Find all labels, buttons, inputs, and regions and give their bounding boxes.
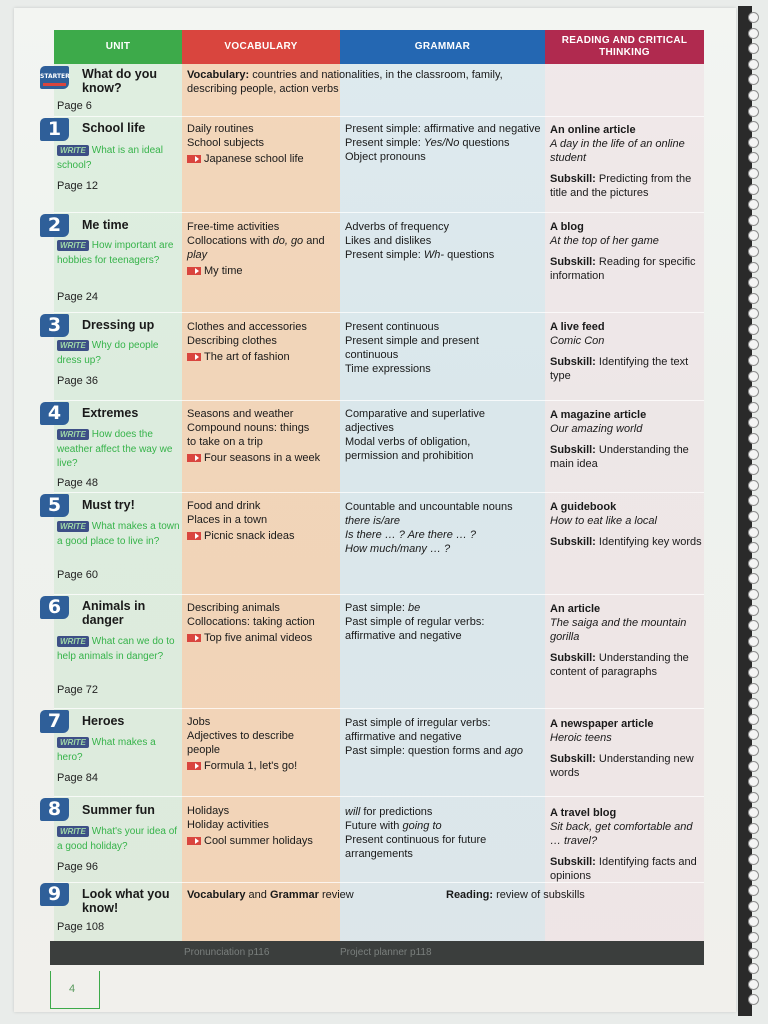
- reading-subtitle: Our amazing world: [550, 423, 643, 435]
- reading-subskill: [550, 651, 704, 679]
- unit-reading: [550, 220, 704, 283]
- review-reading-label: Reading:: [446, 889, 494, 901]
- unit-title: Me time: [82, 218, 129, 232]
- video-title: Picnic snack ideas: [204, 530, 295, 542]
- unit-number-badge: 9: [40, 883, 69, 906]
- starter-vocab-label: Vocabulary:: [187, 69, 250, 81]
- binding-ring: [748, 823, 759, 834]
- binding-ring: [748, 199, 759, 210]
- unit-write-prompt: [57, 428, 182, 472]
- review-reading: [446, 888, 696, 902]
- binding-ring: [748, 636, 759, 647]
- binding-ring: [748, 28, 759, 39]
- vocab-text: and: [306, 235, 325, 247]
- unit-number-badge: 3: [40, 314, 69, 337]
- unit-page: Page 72: [57, 684, 98, 696]
- starter-row: [40, 64, 704, 116]
- unit-number-badge: 8: [40, 798, 69, 821]
- vocab-item: Seasons and weather: [187, 408, 294, 420]
- unit-write-prompt: [57, 339, 182, 368]
- unit-grammar: [345, 122, 545, 164]
- unit-vocabulary: [187, 407, 342, 465]
- binding-ring: [748, 74, 759, 85]
- subskill-label: Subskill:: [550, 173, 596, 185]
- reading-title: A guidebook: [550, 501, 617, 513]
- binding-ring: [748, 932, 759, 943]
- binding-ring: [748, 620, 759, 631]
- vocab-italic: play: [187, 249, 208, 261]
- subskill-label: Subskill:: [550, 536, 596, 548]
- subskill-label: Subskill:: [550, 753, 596, 765]
- binding-ring: [748, 495, 759, 506]
- reading-subtitle: Comic Con: [550, 335, 605, 347]
- unit-title: Summer fun: [82, 803, 155, 817]
- review-vocab-label: Vocabulary: [187, 889, 246, 901]
- vocab-item: Holidays: [187, 805, 230, 817]
- subskill-text: Reading for specific information: [550, 256, 696, 282]
- unit-vocabulary: [187, 715, 342, 773]
- binding-ring: [748, 90, 759, 101]
- write-text: What is an ideal school?: [57, 145, 163, 171]
- grammar-item: Modal verbs of obligation, permission and prohibition: [345, 436, 474, 462]
- subskill-text: Predicting from the title and the pictures: [550, 173, 692, 199]
- video-icon: [187, 634, 201, 642]
- unit-title: Extremes: [82, 406, 139, 420]
- vocab-item: Adjectives to describe people: [187, 730, 294, 756]
- binding-ring: [748, 838, 759, 849]
- grammar-item: [345, 744, 545, 758]
- binding-ring: [748, 59, 759, 70]
- unit-page: Page 36: [57, 375, 98, 387]
- vocab-text: Collocations with: [187, 235, 273, 247]
- video-title: My time: [204, 265, 243, 277]
- video-icon: [187, 837, 201, 845]
- write-text: How important are hobbies for teenagers?: [57, 240, 174, 266]
- write-text: How does the weather affect the way we live?: [57, 429, 173, 469]
- review-row: [40, 882, 704, 940]
- grammar-item: How much/many … ?: [345, 543, 451, 555]
- binding-ring: [748, 106, 759, 117]
- binding-ring: [748, 511, 759, 522]
- write-icon: WRITE: [57, 429, 89, 440]
- subskill-text: Identifying facts and opinions: [550, 856, 697, 882]
- unit-number-badge: 7: [40, 710, 69, 733]
- write-icon: WRITE: [57, 737, 89, 748]
- subskill-text: Identifying the text type: [550, 356, 689, 382]
- subskill-label: Subskill:: [550, 652, 596, 664]
- video-title: Cool summer holidays: [204, 835, 313, 847]
- unit-vocabulary: [187, 220, 342, 278]
- unit-write-prompt: [57, 635, 182, 664]
- unit-title: Must try!: [82, 498, 135, 512]
- grammar-text: Present simple:: [345, 137, 424, 149]
- binding-ring: [748, 293, 759, 304]
- reading-title: A newspaper article: [550, 718, 654, 730]
- unit-title: Heroes: [82, 714, 125, 728]
- grammar-item: [345, 601, 545, 615]
- reading-subtitle: Sit back, get comfortable and … travel?: [550, 821, 693, 847]
- unit-row-5: [40, 492, 704, 594]
- grammar-item: Time expressions: [345, 363, 431, 375]
- video-title: Four seasons in a week: [204, 452, 321, 464]
- grammar-item: Likes and dislikes: [345, 235, 432, 247]
- review-reading-text: review of subskills: [493, 889, 585, 901]
- review-grammar-label: Grammar: [269, 889, 319, 901]
- video-item: [187, 152, 342, 166]
- vocab-item: Describing animals: [187, 602, 280, 614]
- starter-vocabulary: [187, 68, 537, 96]
- binding-ring: [748, 324, 759, 335]
- unit-title: School life: [82, 121, 146, 135]
- unit-page: Page 96: [57, 861, 98, 873]
- vocab-item: Places in a town: [187, 514, 268, 526]
- binding-ring: [748, 776, 759, 787]
- binding-ring: [748, 137, 759, 148]
- footer-bar: [50, 941, 704, 965]
- header-unit: UNIT: [54, 30, 182, 64]
- write-icon: WRITE: [57, 340, 89, 351]
- review-title: Look what you know!: [82, 887, 170, 915]
- reading-title: An online article: [550, 124, 636, 136]
- binding-ring: [748, 184, 759, 195]
- binding-ring: [748, 12, 759, 23]
- grammar-italic: will: [345, 806, 361, 818]
- reading-subskill: [550, 855, 704, 883]
- binding-ring: [748, 464, 759, 475]
- vocab-item: Free-time activities: [187, 221, 280, 233]
- binding-ring: [748, 870, 759, 881]
- binding-ring: [748, 994, 759, 1005]
- binding-ring: [748, 854, 759, 865]
- subskill-label: Subskill:: [550, 444, 596, 456]
- write-icon: WRITE: [57, 636, 89, 647]
- subskill-text: Understanding the content of paragraphs: [550, 652, 689, 678]
- reading-subtitle: How to eat like a local: [550, 515, 657, 527]
- unit-page: Page 48: [57, 477, 98, 489]
- unit-vocabulary: [187, 804, 342, 848]
- reading-subskill: [550, 172, 704, 200]
- review-text: review: [318, 889, 354, 901]
- grammar-item: [345, 805, 545, 819]
- header-grammar: GRAMMAR: [340, 30, 545, 64]
- starter-title: What do you know?: [82, 67, 157, 95]
- starter-badge: [40, 66, 69, 89]
- binding-ring: [748, 979, 759, 990]
- starter-badge-text: STARTER: [40, 73, 70, 80]
- binding-ring: [748, 745, 759, 756]
- unit-reading: [550, 806, 704, 883]
- subskill-text: Understanding new words: [550, 753, 694, 779]
- video-item: [187, 451, 342, 465]
- unit-number-badge: 6: [40, 596, 69, 619]
- video-icon: [187, 762, 201, 770]
- write-text: What makes a hero?: [57, 737, 156, 763]
- grammar-item: Present continuous for future arrangements: [345, 834, 487, 860]
- video-title: Formula 1, let's go!: [204, 760, 298, 772]
- unit-grammar: [345, 805, 545, 861]
- binding-ring: [748, 901, 759, 912]
- binding-ring: [748, 651, 759, 662]
- unit-row-3: [40, 312, 704, 400]
- review-vocab-grammar: [187, 888, 447, 902]
- unit-write-prompt: [57, 736, 182, 765]
- unit-reading: [550, 500, 704, 549]
- binding-ring: [748, 449, 759, 460]
- grammar-item: Present continuous: [345, 321, 440, 333]
- vocab-item: Food and drink: [187, 500, 261, 512]
- unit-row-8: [40, 796, 704, 882]
- write-text: What's your idea of a good holiday?: [57, 826, 178, 852]
- binding-ring: [748, 792, 759, 803]
- unit-grammar: [345, 320, 545, 376]
- grammar-item: Present simple: affirmative and negative: [345, 123, 541, 135]
- vocab-item: Collocations: taking action: [187, 616, 315, 628]
- reading-subskill: [550, 355, 704, 383]
- binding-ring: [748, 573, 759, 584]
- reading-title: A magazine article: [550, 409, 647, 421]
- binding-ring: [748, 807, 759, 818]
- binding-ring: [748, 262, 759, 273]
- grammar-text: Future with: [345, 820, 403, 832]
- unit-row-6: [40, 594, 704, 708]
- binding-ring: [748, 371, 759, 382]
- video-item: [187, 631, 342, 645]
- grammar-item: Adverbs of frequency: [345, 221, 449, 233]
- binding-ring: [748, 605, 759, 616]
- grammar-item: Is there … ? Are there … ?: [345, 529, 477, 541]
- reading-subtitle: A day in the life of an online student: [550, 138, 685, 164]
- binding-ring: [748, 43, 759, 54]
- video-icon: [187, 267, 201, 275]
- video-item: [187, 264, 342, 278]
- project-planner-link: Project planner p118: [340, 947, 432, 958]
- write-text: What can we do to help animals in danger?: [57, 636, 175, 662]
- grammar-text: Past simple:: [345, 602, 408, 614]
- video-icon: [187, 353, 201, 361]
- unit-grammar: [345, 220, 545, 262]
- grammar-italic: be: [407, 602, 421, 614]
- unit-write-prompt: [57, 520, 182, 549]
- grammar-italic: going to: [402, 820, 442, 832]
- binding-ring: [748, 168, 759, 179]
- binding-ring: [748, 761, 759, 772]
- binding-ring: [748, 121, 759, 132]
- unit-row-7: [40, 708, 704, 796]
- unit-page: Page 12: [57, 180, 98, 192]
- binding-ring: [748, 558, 759, 569]
- unit-grammar: [345, 601, 545, 643]
- unit-page: Page 60: [57, 569, 98, 581]
- unit-reading: [550, 123, 704, 200]
- unit-reading: [550, 717, 704, 780]
- unit-write-prompt: [57, 239, 182, 268]
- binding-ring: [748, 215, 759, 226]
- unit-vocabulary: [187, 499, 342, 543]
- binding-ring: [748, 963, 759, 974]
- grammar-italic: ago: [504, 745, 523, 757]
- grammar-italic: Wh-: [423, 249, 445, 261]
- unit-reading: [550, 320, 704, 383]
- binding-ring: [748, 339, 759, 350]
- spiral-binding: [748, 12, 764, 1012]
- grammar-item: Present simple and present continuous: [345, 335, 479, 361]
- write-text: Why do people dress up?: [57, 340, 159, 366]
- reading-title: An article: [550, 603, 601, 615]
- vocab-item: Compound nouns: things to take on a trip: [187, 422, 310, 448]
- unit-vocabulary: [187, 601, 342, 645]
- binding-ring: [748, 230, 759, 241]
- vocab-item: Holiday activities: [187, 819, 269, 831]
- video-icon: [187, 532, 201, 540]
- grammar-text: Present simple:: [345, 249, 424, 261]
- grammar-item: Past simple of regular verbs: affirmative and negative: [345, 616, 485, 642]
- binding-ring: [748, 355, 759, 366]
- binding-ring: [748, 667, 759, 678]
- binding-ring: [748, 480, 759, 491]
- starter-page: Page 6: [57, 100, 92, 112]
- grammar-italic: Yes/No: [423, 137, 460, 149]
- reading-title: A live feed: [550, 321, 605, 333]
- page-number: 4: [50, 971, 100, 1009]
- unit-number-badge: 1: [40, 118, 69, 141]
- unit-write-prompt: [57, 825, 182, 854]
- reading-subskill: [550, 443, 704, 471]
- unit-vocabulary: [187, 122, 342, 166]
- video-item: [187, 350, 342, 364]
- reading-subtitle: Heroic teens: [550, 732, 612, 744]
- grammar-text: Past simple: question forms and: [345, 745, 505, 757]
- unit-grammar: [345, 407, 545, 463]
- video-title: Japanese school life: [204, 153, 304, 165]
- grammar-item: [345, 248, 545, 262]
- subskill-label: Subskill:: [550, 356, 596, 368]
- unit-title: Dressing up: [82, 318, 155, 332]
- unit-grammar: [345, 500, 545, 556]
- video-icon: [187, 454, 201, 462]
- header-reading: READING AND CRITICAL THINKING: [545, 30, 704, 64]
- vocab-item: Daily routines: [187, 123, 254, 135]
- review-text: and: [245, 889, 270, 901]
- write-icon: WRITE: [57, 145, 89, 156]
- binding-ring: [748, 277, 759, 288]
- unit-number-badge: 4: [40, 402, 69, 425]
- binding-ring: [748, 589, 759, 600]
- binding-ring: [748, 308, 759, 319]
- unit-row-4: [40, 400, 704, 492]
- grammar-text: questions: [444, 249, 495, 261]
- vocab-item: Jobs: [187, 716, 211, 728]
- grammar-item: [345, 136, 545, 150]
- binding-ring: [748, 698, 759, 709]
- grammar-item: Past simple of irregular verbs: affirmative and negative: [345, 717, 491, 743]
- subskill-label: Subskill:: [550, 856, 596, 868]
- binding-ring: [748, 433, 759, 444]
- unit-row-2: [40, 212, 704, 312]
- vocab-item: [187, 234, 342, 262]
- write-text: What makes a town a good place to live in?: [57, 521, 180, 547]
- binding-ring: [748, 885, 759, 896]
- reading-title: A blog: [550, 221, 584, 233]
- reading-subskill: [550, 535, 704, 549]
- reading-subskill: [550, 752, 704, 780]
- vocab-italic: do, go: [272, 235, 304, 247]
- binding-ring: [748, 527, 759, 538]
- vocab-item: School subjects: [187, 137, 265, 149]
- vocab-item: Describing clothes: [187, 335, 277, 347]
- header-vocabulary: VOCABULARY: [182, 30, 340, 64]
- subskill-text: Identifying key words: [598, 536, 702, 548]
- video-item: [187, 529, 342, 543]
- reading-subtitle: The saiga and the mountain gorilla: [550, 617, 687, 643]
- grammar-text: for predictions: [360, 806, 433, 818]
- write-icon: WRITE: [57, 826, 89, 837]
- binding-ring: [748, 402, 759, 413]
- binding-ring: [748, 948, 759, 959]
- unit-write-prompt: [57, 144, 182, 173]
- grammar-item: Countable and uncountable nouns: [345, 501, 513, 513]
- binding-ring: [748, 916, 759, 927]
- video-title: Top five animal videos: [204, 632, 313, 644]
- binding-ring: [748, 152, 759, 163]
- unit-title: Animals in danger: [82, 599, 146, 627]
- grammar-text: questions: [459, 137, 510, 149]
- video-item: [187, 834, 342, 848]
- reading-title: A travel blog: [550, 807, 617, 819]
- grammar-item: there is/are: [345, 515, 401, 527]
- starter-vocab-text: countries and nationalities, in the classroom, family, describing people, action verbs: [187, 69, 503, 95]
- unit-vocabulary: [187, 320, 342, 364]
- video-item: [187, 759, 342, 773]
- unit-page: Page 84: [57, 772, 98, 784]
- reading-subskill: [550, 255, 704, 283]
- unit-reading: [550, 408, 704, 471]
- review-page: Page 108: [57, 921, 105, 933]
- write-icon: WRITE: [57, 521, 89, 532]
- binding-ring: [748, 386, 759, 397]
- subskill-text: Understanding the main idea: [550, 444, 689, 470]
- unit-grammar: [345, 716, 545, 758]
- unit-reading: [550, 602, 704, 679]
- subskill-label: Subskill:: [550, 256, 596, 268]
- video-icon: [187, 155, 201, 163]
- binding-ring: [748, 729, 759, 740]
- binding-ring: [748, 683, 759, 694]
- unit-row-1: [40, 116, 704, 212]
- vocab-item: Clothes and accessories: [187, 321, 307, 333]
- unit-number-badge: 5: [40, 494, 69, 517]
- binding-ring: [748, 542, 759, 553]
- reading-subtitle: At the top of her game: [550, 235, 659, 247]
- unit-number-badge: 2: [40, 214, 69, 237]
- write-icon: WRITE: [57, 240, 89, 251]
- unit-page: Page 24: [57, 291, 98, 303]
- grammar-item: [345, 819, 545, 833]
- binding-ring: [748, 714, 759, 725]
- video-title: The art of fashion: [204, 351, 290, 363]
- grammar-item: Comparative and superlative adjectives: [345, 408, 486, 434]
- binding-ring: [748, 417, 759, 428]
- grammar-item: Object pronouns: [345, 151, 426, 163]
- pronunciation-link: Pronunciation p116: [184, 947, 270, 958]
- binding-ring: [748, 246, 759, 257]
